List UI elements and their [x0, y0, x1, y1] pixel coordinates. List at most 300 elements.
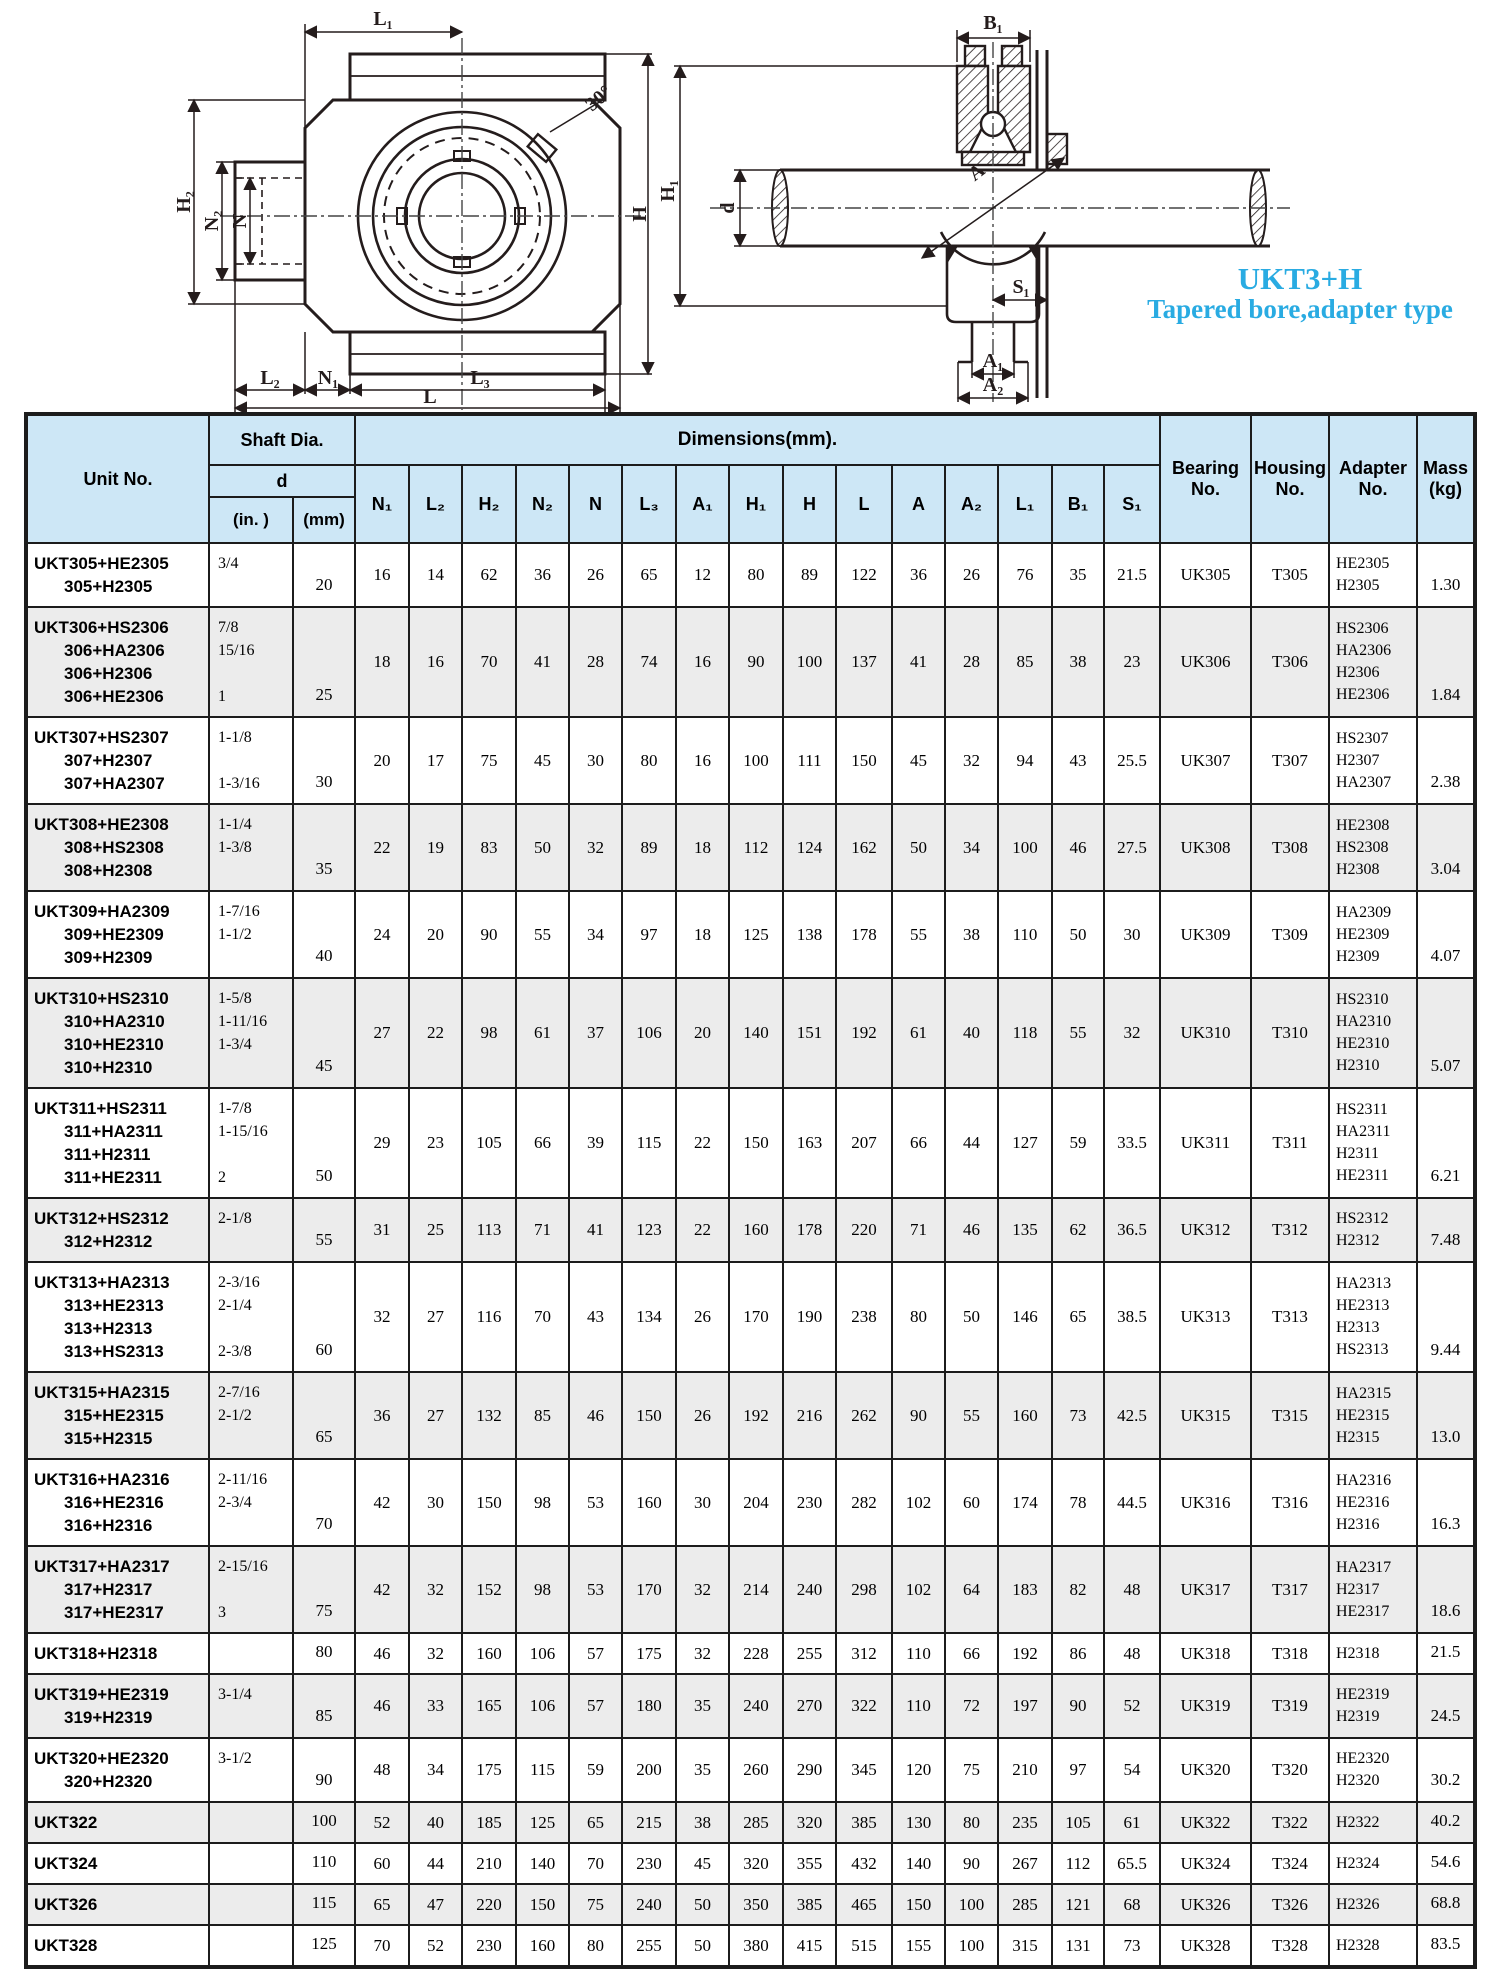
- header-dim-h2: H₂: [462, 465, 516, 543]
- dim-cell: 140: [516, 1843, 569, 1884]
- dim-cell: 50: [676, 1925, 729, 1967]
- dim-cell: 230: [622, 1843, 676, 1884]
- bearing-no-cell: UK307: [1160, 717, 1251, 804]
- cell-line: UKT309+HA2309: [34, 902, 170, 921]
- cell-line: H2318: [1336, 1644, 1380, 1662]
- shaft-mm-cell: 55: [293, 1198, 355, 1262]
- housing-no-cell: T315: [1251, 1372, 1329, 1459]
- mass-cell: 4.07: [1417, 891, 1475, 978]
- cell-line: 3-1/4: [218, 1686, 252, 1703]
- dim-cell: 30: [1104, 891, 1160, 978]
- dim-cell: 73: [1052, 1372, 1104, 1459]
- dim-cell: 80: [729, 543, 783, 607]
- dim-cell: 160: [516, 1925, 569, 1967]
- shaft-in-cell: [209, 607, 293, 717]
- dim-cell: 165: [462, 1674, 516, 1738]
- header-dim-l2: L₂: [409, 465, 462, 543]
- dim-cell: 34: [945, 804, 998, 891]
- dim-cell: 55: [1052, 978, 1104, 1088]
- cell-line: 309+H2309: [64, 948, 153, 967]
- cell-line: 1-11/16: [218, 1013, 268, 1030]
- dim-cell: 35: [676, 1674, 729, 1738]
- header-unit-no: Unit No.: [26, 414, 209, 543]
- shaft-in-cell: [209, 1372, 293, 1459]
- header-line: Mass: [1422, 458, 1469, 478]
- dim-label-h: H: [629, 206, 651, 222]
- mass-cell: 2.38: [1417, 717, 1475, 804]
- cell-line: HE2309: [1336, 925, 1390, 943]
- adapter-no-cell: [1329, 1262, 1417, 1372]
- dim-cell: 220: [462, 1884, 516, 1925]
- cell-line: 2-3/4: [218, 1494, 252, 1511]
- cell-line: UKT306+HS2306: [34, 618, 169, 637]
- dim-cell: 102: [892, 1459, 945, 1546]
- shaft-mm-cell: 80: [293, 1633, 355, 1674]
- shaft-mm-cell: 85: [293, 1674, 355, 1738]
- dim-cell: 25.5: [1104, 717, 1160, 804]
- dim-cell: 60: [355, 1843, 409, 1884]
- cell-line: 1-1/8: [218, 729, 252, 746]
- dim-cell: 46: [355, 1674, 409, 1738]
- dim-cell: 260: [729, 1738, 783, 1802]
- table-row: [26, 1459, 1475, 1546]
- dim-cell: 138: [783, 891, 836, 978]
- unit-no-cell: [26, 804, 209, 891]
- dim-cell: 61: [516, 978, 569, 1088]
- dim-cell: 210: [998, 1738, 1052, 1802]
- dim-cell: 192: [729, 1372, 783, 1459]
- dim-cell: 60: [945, 1459, 998, 1546]
- header-dim-h: H: [783, 465, 836, 543]
- dim-cell: 238: [836, 1262, 892, 1372]
- dim-cell: 98: [516, 1546, 569, 1633]
- dim-cell: 20: [676, 978, 729, 1088]
- mass-cell: 21.5: [1417, 1633, 1475, 1674]
- shaft-in-cell: [209, 1198, 293, 1262]
- mass-cell: 54.6: [1417, 1843, 1475, 1884]
- header-line: No.: [1275, 479, 1305, 499]
- cell-line: 1-3/4: [218, 1036, 252, 1053]
- cell-line: HE2316: [1336, 1493, 1390, 1511]
- dim-cell: 150: [836, 717, 892, 804]
- cell-line: 316+HE2316: [64, 1493, 164, 1512]
- cell-line: H2328: [1336, 1936, 1380, 1954]
- dim-cell: 80: [622, 717, 676, 804]
- cell-line: H2310: [1336, 1057, 1380, 1074]
- dim-cell: 115: [516, 1738, 569, 1802]
- header-dim-n: N: [569, 465, 622, 543]
- dim-cell: 61: [1104, 1802, 1160, 1843]
- dim-cell: 16: [355, 543, 409, 607]
- dim-cell: 36: [516, 543, 569, 607]
- dim-cell: 97: [1052, 1738, 1104, 1802]
- cell-line: 310+H2310: [64, 1058, 153, 1077]
- cell-line: HA2309: [1336, 903, 1392, 921]
- dim-cell: 20: [355, 717, 409, 804]
- dim-cell: 40: [409, 1802, 462, 1843]
- cell-line: 306+HE2306: [64, 687, 164, 706]
- cell-line: UKT307+HS2307: [34, 728, 169, 747]
- table-row: [26, 1262, 1475, 1372]
- dim-cell: 100: [945, 1925, 998, 1967]
- bearing-no-cell: UK317: [1160, 1546, 1251, 1633]
- cell-line: H2307: [1336, 751, 1380, 769]
- table-row: [26, 1843, 1475, 1884]
- dim-label-a2: A₂: [982, 374, 1004, 396]
- mass-cell: 13.0: [1417, 1372, 1475, 1459]
- dim-cell: 112: [729, 804, 783, 891]
- header-mm: (mm): [293, 497, 355, 543]
- bearing-no-cell: UK309: [1160, 891, 1251, 978]
- cell-line: UKT318+H2318: [34, 1644, 158, 1663]
- dim-cell: 132: [462, 1372, 516, 1459]
- dim-label-s1: S₁: [1012, 276, 1030, 298]
- housing-no-cell: T310: [1251, 978, 1329, 1088]
- dim-cell: 41: [516, 607, 569, 717]
- bearing-no-cell: UK308: [1160, 804, 1251, 891]
- header-dim-l3: L₃: [622, 465, 676, 543]
- cell-line: 319+H2319: [64, 1708, 153, 1727]
- cell-line: HA2317: [1336, 1558, 1392, 1576]
- shaft-mm-cell: 60: [293, 1262, 355, 1372]
- cell-line: HA2316: [1336, 1471, 1392, 1489]
- cell-line: HE2310: [1336, 1035, 1390, 1052]
- dim-cell: 216: [783, 1372, 836, 1459]
- dim-cell: 48: [355, 1738, 409, 1802]
- series-title: [1120, 262, 1480, 325]
- series-title-subtitle: Tapered bore,adapter type: [1147, 294, 1453, 325]
- housing-no-cell: T309: [1251, 891, 1329, 978]
- cell-line: HA2310: [1336, 1013, 1392, 1030]
- adapter-no-cell: [1329, 1198, 1417, 1262]
- dim-cell: 28: [945, 607, 998, 717]
- adapter-no-cell: [1329, 1884, 1417, 1925]
- dim-cell: 106: [516, 1674, 569, 1738]
- header-dim-a: A: [892, 465, 945, 543]
- unit-no-cell: [26, 1925, 209, 1967]
- housing-no-cell: T305: [1251, 543, 1329, 607]
- dim-cell: 98: [516, 1459, 569, 1546]
- dim-cell: 55: [892, 891, 945, 978]
- dim-cell: 255: [783, 1633, 836, 1674]
- cell-line: HE2319: [1336, 1686, 1390, 1703]
- dim-label-a: A: [964, 159, 990, 186]
- bearing-no-cell: UK318: [1160, 1633, 1251, 1674]
- adapter-no-cell: [1329, 543, 1417, 607]
- dim-cell: 90: [1052, 1674, 1104, 1738]
- mass-cell: 1.30: [1417, 543, 1475, 607]
- dim-cell: 38: [1052, 607, 1104, 717]
- cell-line: H2326: [1336, 1895, 1380, 1913]
- dim-cell: 26: [676, 1372, 729, 1459]
- cell-line: 1-1/2: [218, 926, 252, 943]
- shaft-mm-cell: 90: [293, 1738, 355, 1802]
- dim-cell: 66: [516, 1088, 569, 1198]
- dim-cell: 26: [569, 543, 622, 607]
- unit-no-cell: [26, 1802, 209, 1843]
- dim-cell: 121: [1052, 1884, 1104, 1925]
- cell-line: H2316: [1336, 1515, 1380, 1533]
- cell-line: 313+HE2313: [64, 1296, 164, 1315]
- dim-cell: 47: [409, 1884, 462, 1925]
- dim-cell: 137: [836, 607, 892, 717]
- cell-line: HS2310: [1336, 991, 1389, 1008]
- cell-line: HE2317: [1336, 1602, 1390, 1620]
- dim-cell: 178: [836, 891, 892, 978]
- table-row: [26, 543, 1475, 607]
- dim-cell: 282: [836, 1459, 892, 1546]
- cell-line: 313+H2313: [64, 1319, 153, 1338]
- dim-cell: 18: [355, 607, 409, 717]
- dim-cell: 267: [998, 1843, 1052, 1884]
- cell-line: HE2306: [1336, 686, 1390, 703]
- cell-line: 2-3/8: [218, 1343, 252, 1360]
- cell-line: H2320: [1336, 1772, 1380, 1789]
- cell-line: 2-1/2: [218, 1407, 252, 1424]
- dim-cell: 106: [516, 1633, 569, 1674]
- dim-cell: 155: [892, 1925, 945, 1967]
- adapter-no-cell: [1329, 1802, 1417, 1843]
- header-shaft-dia: Shaft Dia.: [209, 414, 355, 465]
- dim-cell: 228: [729, 1633, 783, 1674]
- dim-cell: 26: [945, 543, 998, 607]
- dim-cell: 100: [998, 804, 1052, 891]
- cell-line: 305+H2305: [64, 577, 153, 596]
- cell-line: H2309: [1336, 947, 1380, 965]
- header-adapter-no: [1329, 414, 1417, 543]
- housing-no-cell: T312: [1251, 1198, 1329, 1262]
- cell-line: 1: [218, 688, 226, 705]
- dim-label-n: N: [229, 213, 251, 229]
- dim-cell: 52: [355, 1802, 409, 1843]
- mass-cell: 40.2: [1417, 1802, 1475, 1843]
- dim-cell: 31: [355, 1198, 409, 1262]
- dim-cell: 150: [516, 1884, 569, 1925]
- bearing-no-cell: UK322: [1160, 1802, 1251, 1843]
- shaft-in-cell: [209, 1633, 293, 1674]
- header-inch: (in. ): [209, 497, 293, 543]
- dim-cell: 285: [998, 1884, 1052, 1925]
- cell-line: 310+HE2310: [64, 1035, 164, 1054]
- dim-label-a1: A₁: [982, 350, 1004, 372]
- shaft-in-cell: [209, 1843, 293, 1884]
- mass-cell: 6.21: [1417, 1088, 1475, 1198]
- dim-cell: 73: [1104, 1925, 1160, 1967]
- front-view-drawing: [140, 2, 660, 414]
- dim-cell: 42: [355, 1459, 409, 1546]
- dim-cell: 32: [569, 804, 622, 891]
- cell-line: UKT324: [34, 1854, 98, 1873]
- dim-cell: 140: [892, 1843, 945, 1884]
- dim-cell: 220: [836, 1198, 892, 1262]
- dim-cell: 180: [622, 1674, 676, 1738]
- dim-cell: 312: [836, 1633, 892, 1674]
- dim-cell: 70: [462, 607, 516, 717]
- cell-line: 316+H2316: [64, 1516, 153, 1535]
- dim-cell: 42.5: [1104, 1372, 1160, 1459]
- table-row: [26, 1633, 1475, 1674]
- dim-cell: 385: [836, 1802, 892, 1843]
- dim-cell: 59: [1052, 1088, 1104, 1198]
- dim-cell: 22: [676, 1198, 729, 1262]
- header-line: Adapter: [1338, 458, 1407, 478]
- unit-no-cell: [26, 717, 209, 804]
- dim-cell: 94: [998, 717, 1052, 804]
- mass-cell: 18.6: [1417, 1546, 1475, 1633]
- cell-line: [218, 1578, 290, 1601]
- dim-cell: 230: [783, 1459, 836, 1546]
- shaft-in-cell: [209, 1738, 293, 1802]
- dim-cell: 204: [729, 1459, 783, 1546]
- mass-cell: 83.5: [1417, 1925, 1475, 1967]
- bearing-section: [957, 46, 1067, 165]
- side-view-drawing: [640, 6, 1320, 406]
- dim-cell: 25: [409, 1198, 462, 1262]
- unit-no-cell: [26, 1262, 209, 1372]
- cell-line: 2-11/16: [218, 1471, 268, 1488]
- table-row: [26, 1088, 1475, 1198]
- dim-cell: 40: [945, 978, 998, 1088]
- cell-line: 7/8: [218, 619, 239, 636]
- dim-cell: 52: [409, 1925, 462, 1967]
- mass-cell: 16.3: [1417, 1459, 1475, 1546]
- dim-cell: 85: [516, 1372, 569, 1459]
- dim-cell: 45: [516, 717, 569, 804]
- dim-cell: 90: [462, 891, 516, 978]
- dim-cell: 18: [676, 804, 729, 891]
- cell-line: UKT320+HE2320: [34, 1749, 169, 1768]
- dim-cell: 150: [892, 1884, 945, 1925]
- dim-cell: 27: [355, 978, 409, 1088]
- dim-cell: 110: [892, 1674, 945, 1738]
- cell-line: HA2311: [1336, 1123, 1391, 1140]
- dim-cell: 75: [462, 717, 516, 804]
- dim-cell: 80: [945, 1802, 998, 1843]
- dim-cell: 17: [409, 717, 462, 804]
- bearing-no-cell: UK315: [1160, 1372, 1251, 1459]
- cell-line: 311+HE2311: [64, 1168, 162, 1187]
- cell-line: 317+H2317: [64, 1580, 153, 1599]
- cell-line: 2-7/16: [218, 1384, 260, 1401]
- dim-cell: 170: [622, 1546, 676, 1633]
- dim-cell: 35: [1052, 543, 1104, 607]
- dim-cell: 415: [783, 1925, 836, 1967]
- header-dim-s1: S₁: [1104, 465, 1160, 543]
- cell-line: HA2313: [1336, 1275, 1392, 1292]
- header-bearing-no: [1160, 414, 1251, 543]
- table-row: [26, 1546, 1475, 1633]
- cell-line: 306+HA2306: [64, 641, 165, 660]
- dim-cell: 130: [892, 1802, 945, 1843]
- dim-cell: 190: [783, 1262, 836, 1372]
- cell-line: H2322: [1336, 1813, 1380, 1831]
- bearing-no-cell: UK305: [1160, 543, 1251, 607]
- dim-cell: 90: [945, 1843, 998, 1884]
- cell-line: 310+HA2310: [64, 1012, 165, 1031]
- dim-cell: 14: [409, 543, 462, 607]
- dim-label-n2: N₂: [201, 210, 223, 232]
- dim-cell: 75: [945, 1738, 998, 1802]
- table-row: [26, 891, 1475, 978]
- unit-no-cell: [26, 1459, 209, 1546]
- dim-cell: 89: [783, 543, 836, 607]
- dim-cell: 90: [892, 1372, 945, 1459]
- housing-no-cell: T318: [1251, 1633, 1329, 1674]
- dim-cell: 134: [622, 1262, 676, 1372]
- dim-cell: 111: [783, 717, 836, 804]
- cell-line: 2-1/8: [218, 1210, 252, 1227]
- dim-cell: 16: [676, 717, 729, 804]
- unit-no-cell: [26, 1088, 209, 1198]
- dim-cell: 70: [355, 1925, 409, 1967]
- unit-no-cell: [26, 543, 209, 607]
- bearing-no-cell: UK313: [1160, 1262, 1251, 1372]
- cell-line: 1-3/16: [218, 775, 260, 792]
- dim-cell: 24: [355, 891, 409, 978]
- unit-no-cell: [26, 1884, 209, 1925]
- shaft-in-cell: [209, 543, 293, 607]
- dim-cell: 210: [462, 1843, 516, 1884]
- dim-cell: 27.5: [1104, 804, 1160, 891]
- cell-line: 311+H2311: [64, 1145, 151, 1164]
- dim-cell: 106: [622, 978, 676, 1088]
- dim-cell: 39: [569, 1088, 622, 1198]
- dim-cell: 23: [1104, 607, 1160, 717]
- cell-line: H2313: [1336, 1319, 1380, 1336]
- dim-cell: 355: [783, 1843, 836, 1884]
- adapter-no-cell: [1329, 1088, 1417, 1198]
- shaft-in-cell: [209, 1925, 293, 1967]
- dim-cell: 185: [462, 1802, 516, 1843]
- cell-line: HS2313: [1336, 1341, 1389, 1358]
- dim-cell: 70: [569, 1843, 622, 1884]
- dim-label-l2: L₂: [260, 367, 280, 389]
- dim-cell: 48: [1104, 1546, 1160, 1633]
- spec-table-wrapper: [24, 412, 1477, 1969]
- dim-cell: 125: [729, 891, 783, 978]
- dim-cell: 62: [1052, 1198, 1104, 1262]
- cell-line: HA2306: [1336, 642, 1392, 659]
- dim-cell: 33: [409, 1674, 462, 1738]
- bearing-no-cell: UK312: [1160, 1198, 1251, 1262]
- angle-label: 30°: [581, 80, 617, 116]
- spec-table: [24, 412, 1477, 1969]
- cell-line: 315+HE2315: [64, 1406, 164, 1425]
- series-title-code: UKT3+H: [1237, 261, 1363, 296]
- adapter-no-cell: [1329, 717, 1417, 804]
- dim-cell: 32: [945, 717, 998, 804]
- dim-cell: 65: [1052, 1262, 1104, 1372]
- dim-cell: 215: [622, 1802, 676, 1843]
- dim-cell: 66: [892, 1088, 945, 1198]
- dim-cell: 85: [998, 607, 1052, 717]
- dim-cell: 113: [462, 1198, 516, 1262]
- dim-cell: 32: [409, 1633, 462, 1674]
- mass-cell: 1.84: [1417, 607, 1475, 717]
- cell-line: UKT305+HE2305: [34, 554, 169, 573]
- adapter-no-cell: [1329, 1633, 1417, 1674]
- dim-cell: 37: [569, 978, 622, 1088]
- cell-line: H2311: [1336, 1145, 1379, 1162]
- shaft-mm-cell: 50: [293, 1088, 355, 1198]
- mass-cell: 5.07: [1417, 978, 1475, 1088]
- table-row: [26, 607, 1475, 717]
- table-row: [26, 1738, 1475, 1802]
- dim-cell: 16: [409, 607, 462, 717]
- dim-cell: 235: [998, 1802, 1052, 1843]
- dim-cell: 71: [516, 1198, 569, 1262]
- cell-line: HE2315: [1336, 1406, 1390, 1424]
